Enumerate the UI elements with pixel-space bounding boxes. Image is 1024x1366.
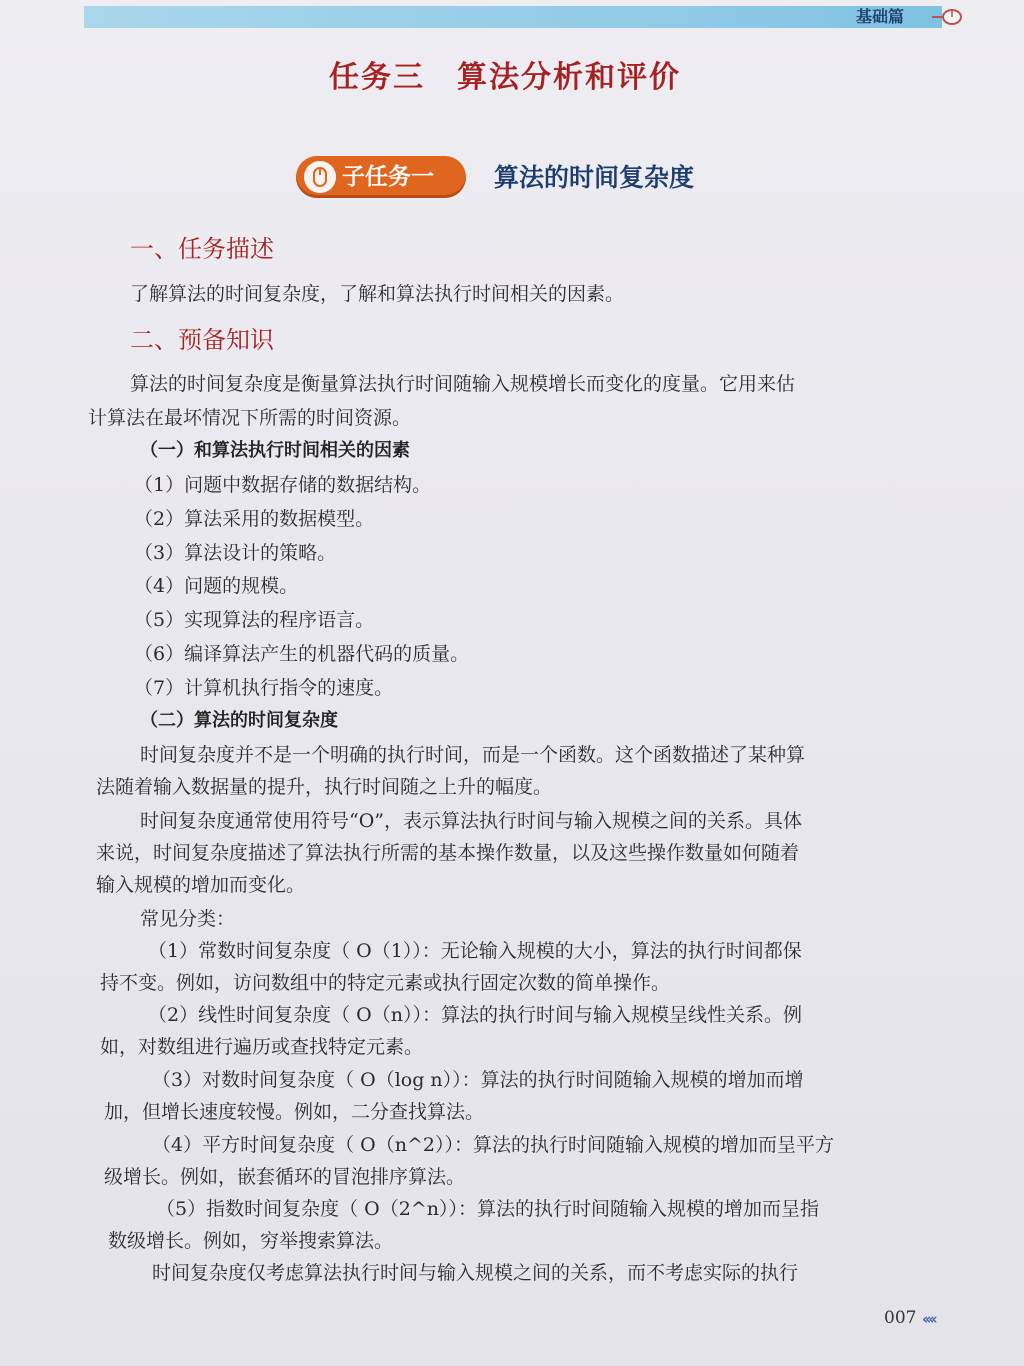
subtask-label: 子任务一 bbox=[342, 164, 434, 190]
factor-4: （4）问题的规模。 bbox=[134, 575, 299, 597]
section-tag: 基础篇 bbox=[856, 7, 905, 26]
task-heading: 一、任务描述 bbox=[130, 235, 274, 263]
subtask-title: 算法的时间复杂度 bbox=[494, 163, 695, 192]
sub1-heading: （一）和算法执行时间相关的因素 bbox=[140, 440, 410, 461]
factor-3: （3）算法设计的策略。 bbox=[134, 542, 337, 564]
class-1-line-2: 持不变。例如，访问数组中的特定元素或执行固定次数的简单操作。 bbox=[100, 972, 671, 994]
sub2-heading: （二）算法的时间复杂度 bbox=[140, 710, 338, 731]
factor-2: （2）算法采用的数据模型。 bbox=[134, 508, 375, 530]
factor-1: （1）问题中数据存储的数据结构。 bbox=[134, 474, 432, 496]
class-3-line-2: 加，但增长速度较慢。例如，二分查找算法。 bbox=[104, 1101, 485, 1123]
factor-6: （6）编译算法产生的机器代码的质量。 bbox=[134, 643, 470, 665]
header-bar bbox=[84, 6, 942, 28]
class-1-line-1: （1）常数时间复杂度（ O（1））：无论输入规模的大小，算法的执行时间都保 bbox=[148, 940, 802, 962]
class-3-line-1: （3）对数时间复杂度（ O（log n））：算法的执行时间随输入规模的增加而增 bbox=[152, 1069, 804, 1091]
common-heading: 常见分类： bbox=[140, 908, 236, 930]
mouse-icon bbox=[930, 8, 966, 26]
intro-line-1: 算法的时间复杂度是衡量算法执行时间随输入规模增长而变化的度量。它用来估 bbox=[130, 373, 796, 395]
p2-line-3: 输入规模的增加而变化。 bbox=[96, 874, 306, 896]
intro-line-2: 计算法在最坏情况下所需的时间资源。 bbox=[88, 407, 412, 429]
mouse-icon bbox=[304, 161, 336, 193]
task-text: 了解算法的时间复杂度，了解和算法执行时间相关的因素。 bbox=[130, 283, 625, 305]
class-4-line-1: （4）平方时间复杂度（ O（n^2））：算法的执行时间随输入规模的增加而呈平方 bbox=[152, 1134, 834, 1156]
factor-5: （5）实现算法的程序语言。 bbox=[134, 609, 375, 631]
p1-line-1: 时间复杂度并不是一个明确的执行时间，而是一个函数。这个函数描述了某种算 bbox=[140, 744, 806, 766]
page-number: 007 bbox=[884, 1308, 917, 1328]
prep-heading: 二、预备知识 bbox=[130, 326, 274, 354]
factor-7: （7）计算机执行指令的速度。 bbox=[134, 677, 394, 699]
last-line: 时间复杂度仅考虑算法执行时间与输入规模之间的关系，而不考虑实际的执行 bbox=[152, 1262, 799, 1284]
class-2-line-1: （2）线性时间复杂度（ O（n））：算法的执行时间与输入规模呈线性关系。例 bbox=[148, 1004, 802, 1026]
subtask-badge bbox=[296, 156, 466, 198]
p2-line-2: 来说，时间复杂度描述了算法执行所需的基本操作数量，以及这些操作数量如何随着 bbox=[96, 842, 800, 864]
class-5-line-1: （5）指数时间复杂度（ O（2^n））：算法的执行时间随输入规模的增加而呈指 bbox=[156, 1198, 819, 1220]
p1-line-2: 法随着输入数据量的提升，执行时间随之上升的幅度。 bbox=[96, 776, 553, 798]
page-title: 任务三 算法分析和评价 bbox=[329, 60, 681, 95]
class-5-line-2: 数级增长。例如，穷举搜索算法。 bbox=[108, 1230, 394, 1252]
class-2-line-2: 如，对数组进行遍历或查找特定元素。 bbox=[100, 1036, 424, 1058]
class-4-line-2: 级增长。例如，嵌套循环的冒泡排序算法。 bbox=[104, 1166, 466, 1188]
chevrons-left-icon: ‹‹‹‹ bbox=[922, 1310, 935, 1328]
p2-line-1: 时间复杂度通常使用符号“O”，表示算法执行时间与输入规模之间的关系。具体 bbox=[140, 810, 803, 832]
